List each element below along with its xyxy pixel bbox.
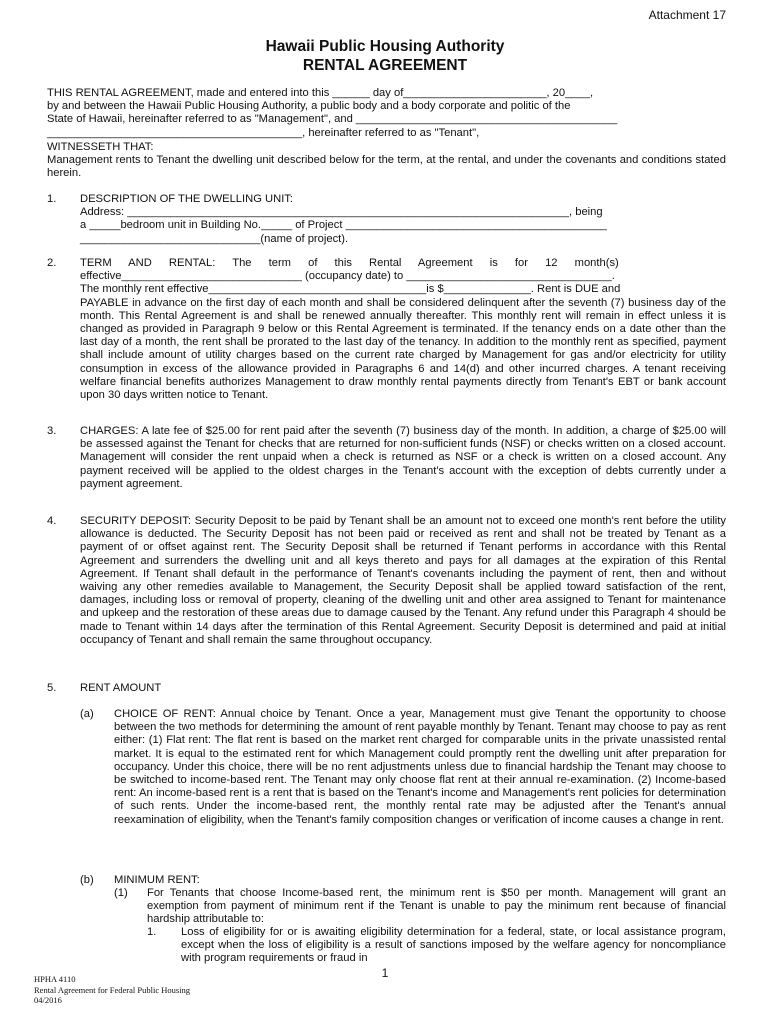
witness-block bbox=[47, 141, 726, 181]
witness-heading: WITNESSETH THAT: bbox=[47, 141, 154, 153]
term-line: TERM AND RENTAL: The term of this Rental Agreement is for 12 month(s) bbox=[80, 257, 619, 269]
attachment-label: Attachment 17 bbox=[648, 8, 726, 22]
choice-of-rent-text: CHOICE OF RENT: Annual choice by Tenant. Once a year, Management must give Tenant the opportunity to choose between the two methods for determining the amount of rent payable monthly by Tenant. Tenant may choose to pay as rent either: (1) Flat rent: The flat rent is based on the market rent charged for comparable units in the private unassisted rental market. It is equal to the estimated rent for which Management could promptly rent the dwelling unit after preparation for occupancy. Under this choice, there will be no rent adjustments unless due to financial hardship the Tenant may choose to be switched to income-based rent. The Tenant may only choose flat rent at their annual re-examination. (2) Income-based rent: An income-based rent is a rent that is based on the Tenant's income and Management's rent policies for determination of such rents. Under the income-based rent, the monthly rental rate may be adjusted after the Tenant's annual reexamination of eligibility, when the Tenant's family composition changes or verification of income causes a change in rent. bbox=[114, 708, 726, 826]
monthly-rent-line: The monthly rent effective___________________________________is $______________. Rent is DUE and bbox=[80, 283, 621, 296]
section-number: 3. bbox=[47, 425, 57, 437]
section-term-rental bbox=[80, 257, 726, 402]
intro-paragraph bbox=[47, 87, 726, 140]
organization-name: Hawaii Public Housing Authority bbox=[265, 38, 505, 55]
witness-text: Management rents to Tenant the dwelling unit described below for the term, at the rental, and under the covenants and conditions stated herein. bbox=[47, 154, 726, 180]
section-dwelling-unit bbox=[80, 193, 726, 246]
document-title-block bbox=[0, 37, 770, 75]
item-label: (1) bbox=[114, 887, 128, 899]
intro-line: THIS RENTAL AGREEMENT, made and entered into this ______ day of_______________________, 20____, bbox=[47, 87, 594, 99]
minimum-rent-title: MINIMUM RENT: bbox=[114, 874, 200, 886]
section-number: 1. bbox=[47, 193, 57, 205]
form-name: Rental Agreement for Federal Public Housing bbox=[34, 984, 191, 995]
section-number: 4. bbox=[47, 515, 57, 527]
form-date: 04/2016 bbox=[34, 995, 62, 1005]
section-number: 2. bbox=[47, 257, 57, 269]
subsection-label: (b) bbox=[80, 874, 94, 886]
form-number: HPHA 4110 bbox=[34, 974, 76, 984]
effective-line: effective_____________________________ (occupancy date) to _________________________________. bbox=[80, 270, 615, 283]
address-line: Address: _______________________________________________________________________, being bbox=[80, 206, 603, 219]
minimum-rent-text: For Tenants that choose Income-based rent, the minimum rent is $50 per month. Management will grant an exemption from payment of minimum rent if the Tenant is unable to pay the minimum rent because of financial hardship attributable to: bbox=[147, 887, 726, 926]
page-number: 1 bbox=[381, 966, 389, 980]
unit-line: a _____bedroom unit in Building No._____ of Project __________________________________________ bbox=[80, 219, 607, 232]
intro-line: _________________________________________, hereinafter referred to as "Tenant", bbox=[47, 126, 480, 139]
section-number: 5. bbox=[47, 682, 57, 694]
project-line: _____________________________(name of project). bbox=[80, 232, 349, 245]
intro-line: by and between the Hawaii Public Housing Authority, a public body and a body corporate and politic of the bbox=[47, 100, 571, 113]
section-charges: CHARGES: A late fee of $25.00 for rent paid after the seventh (7) business day of the month. In addition, a charge of $25.00 will be assessed against the Tenant for checks that are returned for non-sufficient funds (NSF) or checks written on a closed account. Management will consider the rent unpaid when a check is returned as NSF or a check is written on a closed account. Any payment received will be applied to the oldest charges in the Tenant's account with the exception of debts currently under a payment agreement. bbox=[80, 425, 726, 490]
section-title: RENT AMOUNT bbox=[80, 682, 162, 694]
intro-line: State of Hawaii, hereinafter referred to as "Management", and __________________________________________ bbox=[47, 113, 618, 126]
section-security-deposit: SECURITY DEPOSIT: Security Deposit to be paid by Tenant shall be an amount not to exceed one month's rent before the utility allowance is deducted. The Security Deposit has not been paid or received as rent and shall not be treated by Tenant as a payment of or offset against rent. The Security Deposit shall be returned if Tenant performs in accordance with this Rental Agreement and surrenders the dwelling unit and all keys thereto and pays for all damages at the expiration of this Rental Agreement. If Tenant shall default in the performance of Tenant's covenants including the payment of rent, then and without waiving any other remedies available to Management, the Security Deposit shall be applied toward satisfaction of the rent, damages, including loss or removal of property, cleaning of the dwelling unit and other area assigned to Tenant for maintenance and upkeep and the restoration of these areas due to damage caused by the Tenant. Any refund under this Paragraph 4 should be made to Tenant within 14 days after the termination of this Rental Agreement. Security Deposit is determined and paid at initial occupancy of Tenant and shall remain the same throughout occupancy. bbox=[80, 515, 726, 646]
subitem-label: 1. bbox=[147, 926, 157, 938]
form-footer bbox=[34, 974, 190, 1006]
subsection-label: (a) bbox=[80, 708, 94, 720]
hardship-text: Loss of eligibility for or is awaiting eligibility determination for a federal, state, or local assistance program, except when the loss of eligibility is a result of sanctions imposed by the welfare agency for noncompliance with program requirements or fraud in bbox=[181, 926, 726, 965]
section-body: PAYABLE in advance on the first day of each month and shall be considered delinquent after the seventh (7) business day of the month. This Rental Agreement is and shall be renewed annually thereafter. This monthly rent will remain in effect unless it is changed as provided in Paragraph 9 below or this Rental Agreement is terminated. If the tenancy ends on a date other than the last day of a month, the rent shall be prorated to the last day of the tenancy. In addition to the monthly rent as specified, payment shall include amount of utility charges based on the current rate charged by Management for gas and/or electricity for utility consumption in excess of the allowance provided in Paragraphs 6 and 14(d) and other incurred charges. A tenant receiving welfare financial benefits authorizes Management to draw monthly rental payments directly from Tenant's EBT or bank account upon 30 days written notice to Tenant. bbox=[80, 296, 726, 402]
document-title: RENTAL AGREEMENT bbox=[302, 57, 468, 74]
section-title: DESCRIPTION OF THE DWELLING UNIT: bbox=[80, 193, 293, 205]
